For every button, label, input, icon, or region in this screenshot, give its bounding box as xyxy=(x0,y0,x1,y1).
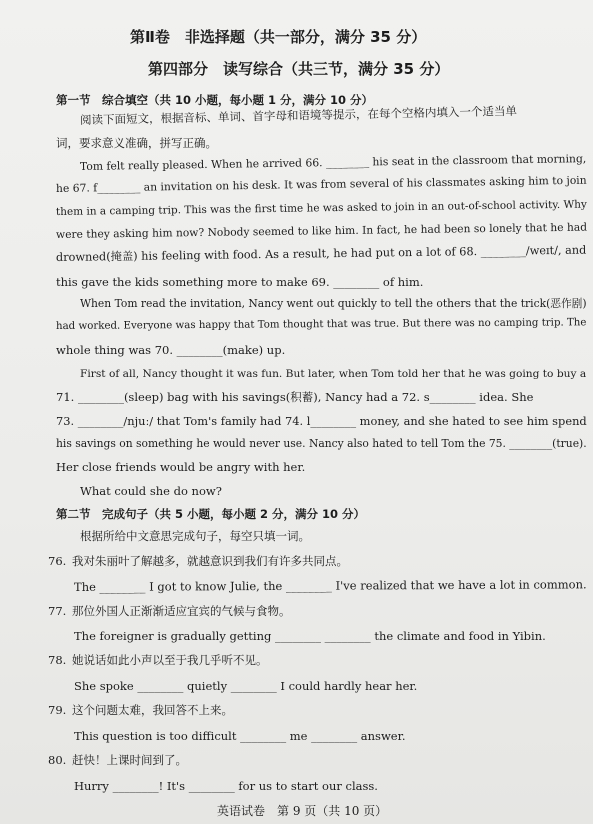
passage-line: First of all, Nancy thought it was fun. But later, when Tom told her that he was going to buy a xyxy=(80,367,587,380)
item-number: 76. xyxy=(48,554,67,568)
passage-line: Her close friends would be angry with her. xyxy=(56,460,306,474)
passage-line: his savings on something he would never use. Nancy also hated to tell Tom the 75. ________(true). xyxy=(56,437,587,450)
item-english: Hurry ________! It's ________ for us to start our class. xyxy=(74,779,378,793)
section2-instruction: 根据所给中文意思完成句子，每空只填一词。 xyxy=(80,529,310,543)
item-chinese: 她说话如此小声以至于我几乎听不见。 xyxy=(72,653,268,667)
section2-heading: 第二节 完成句子（共 5 小题，每小题 2 分，满分 10 分） xyxy=(56,507,366,521)
section1-instruction-2: 词，要求意义准确，拼写正确。 xyxy=(56,136,217,150)
passage-line: were they asking him now? Nobody seemed to like him. In fact, he had been so lonely that he had xyxy=(55,220,588,241)
item-number: 79. xyxy=(48,703,67,717)
passage-line: What could she do now? xyxy=(80,484,222,498)
item-chinese: 那位外国人正渐渐适应宜宾的气候与食物。 xyxy=(72,604,291,618)
item-number: 77. xyxy=(48,604,67,618)
passage-line: had worked. Everyone was happy that Tom thought that was true. But there was no camping trip. The xyxy=(55,317,587,332)
item-chinese: 我对朱丽叶了解越多，就越意识到我们有许多共同点。 xyxy=(72,554,348,568)
item-number: 80. xyxy=(48,753,67,767)
part-title: 第四部分 读写综合（共三节，满分 35 分） xyxy=(148,60,450,78)
passage-line: he 67. f________ an invitation on his desk. It was from several of his classmates asking him to join xyxy=(55,173,587,195)
page-title: 第Ⅱ卷 非选择题（共一部分，满分 35 分） xyxy=(130,28,427,46)
passage-line: 71. ________(sleep) bag with his savings(积蓄), Nancy had a 72. s________ idea. She xyxy=(56,390,534,404)
passage-line: whole thing was 70. ________(make) up. xyxy=(56,343,286,357)
item-english: The ________ I got to know Julie, the ________ I've realized that we have a lot in common. xyxy=(73,577,587,594)
passage-line: them in a camping trip. This was the first time he was asked to join in an out-of-school activity. Why xyxy=(55,198,588,218)
section1-instruction-1: 阅读下面短文，根据音标、单词、首字母和语境等提示，在每个空格内填入一个适当单 xyxy=(79,103,518,127)
section1-heading: 第一节 综合填空（共 10 小题，每小题 1 分，满分 10 分） xyxy=(56,93,374,107)
item-chinese: 这个问题太难，我回答不上来。 xyxy=(72,703,233,717)
item-number: 78. xyxy=(48,653,67,667)
passage-line: When Tom read the invitation, Nancy went out quickly to tell the others that the trick(恶作剧) xyxy=(80,297,587,310)
passage-line: Tom felt really pleased. When he arrived 66. ________ his seat in the classroom that morning, xyxy=(79,152,587,173)
passage-line: 73. ________/njuː/ that Tom's family had 74. l________ money, and she hated to see him spend xyxy=(56,414,587,428)
item-english: The foreigner is gradually getting ________ ________ the climate and food in Yibin. xyxy=(74,629,546,643)
page-footer: 英语试卷 第 9 页（共 10 页） xyxy=(217,804,388,818)
passage-line: drowned(掩盖) his feeling with food. As a result, he had put on a lot of 68. ________/weɪt/, and xyxy=(55,243,587,264)
item-english: She spoke ________ quietly ________ I could hardly hear her. xyxy=(74,679,418,693)
item-chinese: 赶快！上课时间到了。 xyxy=(72,753,187,767)
passage-line: this gave the kids something more to make 69. ________ of him. xyxy=(56,275,424,289)
item-english: This question is too difficult ________ me ________ answer. xyxy=(74,729,406,743)
